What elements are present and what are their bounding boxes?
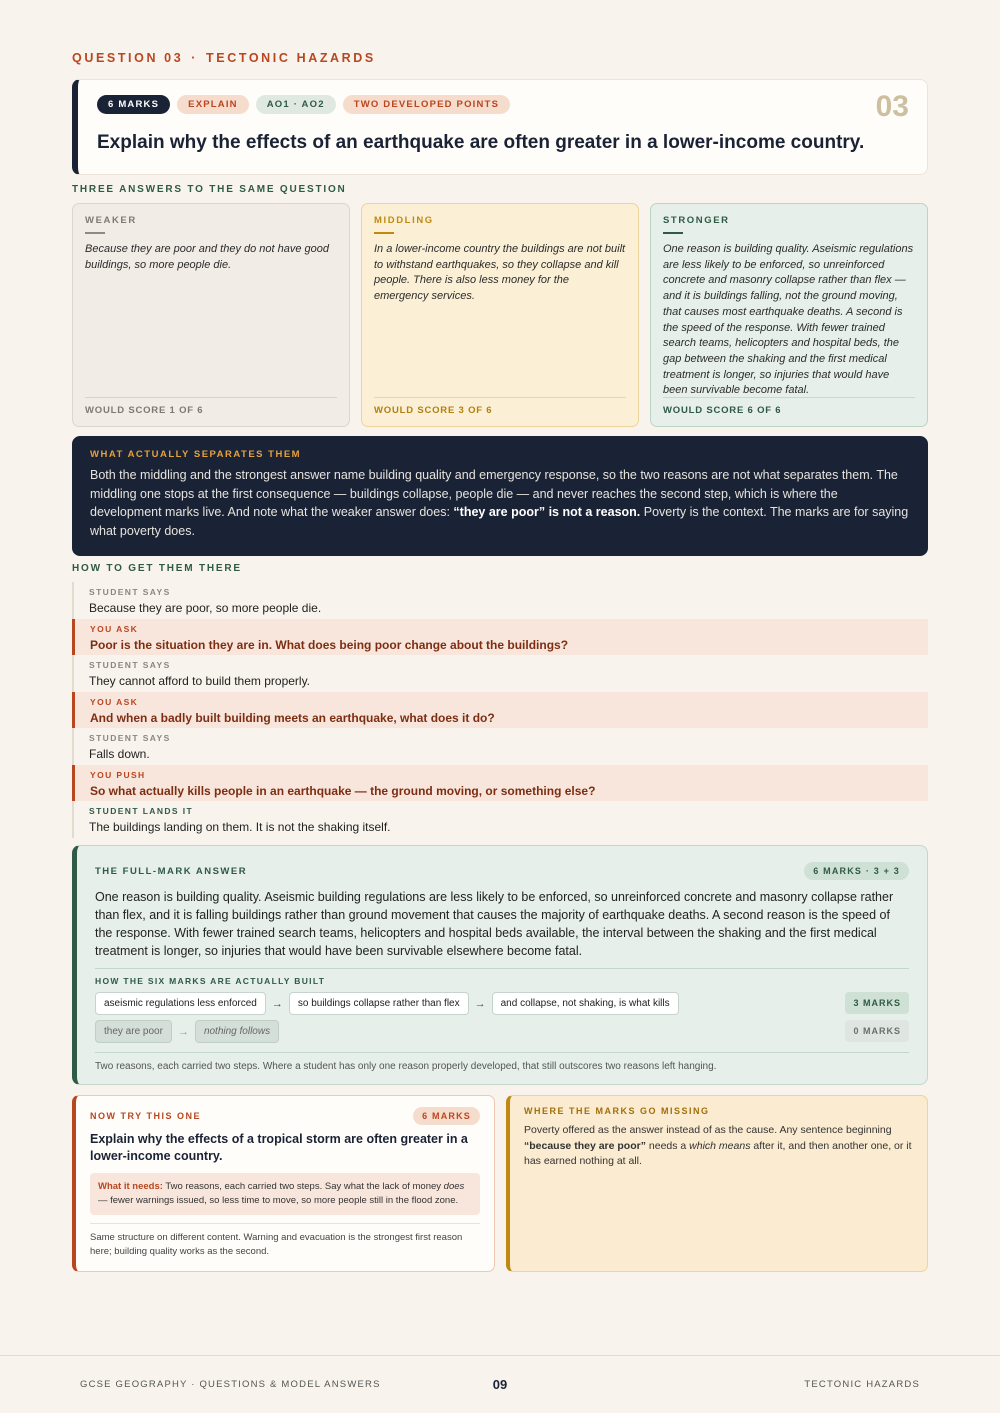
question-label: QUESTION 03 bbox=[72, 51, 184, 65]
dialog-turn-student bbox=[74, 655, 928, 692]
turn-text: Because they are poor, so more people die. bbox=[89, 601, 322, 615]
answer-stronger-score: WOULD SCORE 6 OF 6 bbox=[663, 397, 915, 416]
try-this-card bbox=[72, 1095, 495, 1272]
dialog-turn-teacher bbox=[72, 765, 928, 802]
page-number: 09 bbox=[492, 1377, 508, 1392]
coaching-dialog bbox=[72, 582, 928, 838]
dialog-turn-student bbox=[74, 582, 928, 619]
full-mark-label: THE FULL-MARK ANSWER bbox=[95, 865, 248, 877]
question-tags bbox=[97, 95, 510, 114]
answer-middling-score: WOULD SCORE 3 OF 6 bbox=[374, 397, 626, 416]
question-kicker bbox=[72, 51, 376, 65]
arrow-right-icon: → bbox=[271, 997, 283, 1010]
answer-weaker-score: WOULD SCORE 1 OF 6 bbox=[85, 397, 337, 416]
chain-good bbox=[95, 992, 909, 1015]
turn-text: Falls down. bbox=[89, 747, 150, 761]
dialog-turn-teacher bbox=[72, 692, 928, 729]
turn-speaker: STUDENT SAYS bbox=[89, 587, 171, 597]
arrow-right-icon: → bbox=[474, 997, 486, 1010]
chain-step: and collapse, not shaking, is what kills bbox=[492, 992, 679, 1015]
divider bbox=[95, 968, 909, 969]
kicker-separator: · bbox=[191, 51, 199, 65]
marks-missing-label: WHERE THE MARKS GO MISSING bbox=[524, 1106, 710, 1116]
marks-missing-text: Poverty offered as the answer instead of as the cause. Any sentence beginning “because they are poor” needs a which means after it, and then another one, or it has earned nothing at all. bbox=[524, 1124, 912, 1167]
try-this-question: Explain why the effects of a tropical storm are often greater in a lower-income country. bbox=[90, 1132, 468, 1163]
separates-panel bbox=[72, 436, 928, 556]
try-this-badge: 6 MARKS bbox=[413, 1107, 480, 1125]
chain-good-marks: 3 MARKS bbox=[845, 992, 909, 1014]
question-text: Explain why the effects of an earthquake are often greater in a lower-income country. bbox=[97, 132, 865, 153]
turn-speaker: STUDENT LANDS IT bbox=[89, 806, 194, 816]
marks-built-label: HOW THE SIX MARKS ARE ACTUALLY BUILT bbox=[95, 976, 326, 986]
label-underline bbox=[374, 232, 394, 234]
turn-text: The buildings landing on them. It is not the shaking itself. bbox=[89, 820, 391, 834]
turn-speaker: STUDENT SAYS bbox=[89, 660, 171, 670]
answer-middling-text: In a lower-income country the buildings are not built to withstand earthquakes, so they collapse and kill people. There is also less money for the emergency services. bbox=[374, 243, 626, 303]
answer-stronger bbox=[650, 203, 928, 427]
dialog-turn-student bbox=[74, 728, 928, 765]
separates-label: WHAT ACTUALLY SEPARATES THEM bbox=[90, 449, 302, 460]
turn-speaker: YOU PUSH bbox=[90, 769, 146, 780]
arrow-right-icon: → bbox=[177, 1025, 189, 1038]
footer-publication: GCSE GEOGRAPHY · QUESTIONS & MODEL ANSWERS bbox=[80, 1379, 381, 1390]
tag-command: EXPLAIN bbox=[177, 95, 249, 114]
chain-step: aseismic regulations less enforced bbox=[95, 992, 266, 1015]
turn-text: They cannot afford to build them properly. bbox=[89, 674, 311, 688]
chain-step: nothing follows bbox=[195, 1020, 279, 1043]
tag-objectives: AO1 · AO2 bbox=[256, 95, 336, 114]
full-mark-footnote: Two reasons, each carried two steps. Where a student has only one reason properly developed, that still outscores two reasons left hanging. bbox=[95, 1052, 909, 1072]
answer-comparison bbox=[72, 203, 928, 427]
answer-weaker-text: Because they are poor and they do not have good buildings, so more people die. bbox=[85, 243, 330, 271]
turn-speaker: YOU ASK bbox=[90, 623, 139, 634]
label-underline bbox=[663, 232, 683, 234]
answers-section-label: THREE ANSWERS TO THE SAME QUESTION bbox=[72, 184, 347, 195]
question-number: 03 bbox=[875, 90, 909, 123]
turn-text: Poor is the situation they are in. What does being poor change about the buildings? bbox=[90, 637, 569, 652]
footer-topic: TECTONIC HAZARDS bbox=[804, 1379, 920, 1390]
answer-weaker bbox=[72, 203, 350, 427]
chain-step: so buildings collapse rather than flex bbox=[289, 992, 469, 1015]
page-footer bbox=[0, 1355, 1000, 1413]
answer-middling-label: MIDDLING bbox=[374, 215, 434, 226]
full-mark-badge: 6 MARKS · 3 + 3 bbox=[804, 862, 909, 880]
turn-speaker: STUDENT SAYS bbox=[89, 733, 171, 743]
answer-weaker-label: WEAKER bbox=[85, 215, 137, 226]
topic-label: TECTONIC HAZARDS bbox=[206, 51, 376, 65]
chain-bad-marks: 0 MARKS bbox=[845, 1020, 909, 1042]
answer-stronger-text: One reason is building quality. Aseismic regulations are less likely to be enforced, so unreinforced concrete and masonry collapse rather than flex — and it is buildings falling, not the ground moving, that causes most earthquake deaths. A second is the speed of the response. With fewer trained search teams, helicopters and hospital beds, the gap between the shaking and the first medical treatment is longer, so injuries that would have been survivable become fatal. bbox=[663, 243, 914, 397]
dialog-turn-student-lands bbox=[74, 801, 928, 838]
turn-text: And when a badly built building meets an earthquake, what does it do? bbox=[90, 710, 495, 725]
answer-middling bbox=[361, 203, 639, 427]
dialog-section-label: HOW TO GET THEM THERE bbox=[72, 563, 242, 574]
marks-missing-card bbox=[506, 1095, 928, 1272]
turn-speaker: YOU ASK bbox=[90, 696, 139, 707]
label-underline bbox=[85, 232, 105, 234]
try-this-note: Same structure on different content. Warning and evacuation is the strongest first reason here; building quality works as the second. bbox=[90, 1223, 480, 1259]
chain-step: they are poor bbox=[95, 1020, 172, 1043]
tag-marks: 6 MARKS bbox=[97, 95, 170, 114]
question-card bbox=[72, 79, 928, 175]
separates-emphasis: “they are poor” is not a reason. bbox=[453, 505, 641, 519]
full-mark-text: One reason is building quality. Aseismic building regulations are less likely to be enforced, so unreinforced concrete and masonry collapse rather than flex, and it is falling buildings rather than ground movement that causes the majority of earthquake deaths. A second reason is the speed of the response. With fewer trained search teams, helicopters and hospital beds available, the interval between the shaking and the first medical treatment is longer, so injuries that would have been survivable elsewhere become fatal. bbox=[95, 890, 894, 958]
answer-stronger-label: STRONGER bbox=[663, 215, 730, 226]
turn-text: So what actually kills people in an earthquake — the ground moving, or something else? bbox=[90, 783, 596, 798]
try-this-label: NOW TRY THIS ONE bbox=[90, 1111, 202, 1121]
tag-requirement: TWO DEVELOPED POINTS bbox=[343, 95, 510, 114]
full-mark-answer bbox=[72, 845, 928, 1085]
chain-bad bbox=[95, 1020, 909, 1043]
try-this-needs: What it needs: Two reasons, each carried two steps. Say what the lack of money does — fewer warnings issued, so less time to move, so more people still in the flood zone. bbox=[90, 1173, 480, 1215]
dialog-turn-teacher bbox=[72, 619, 928, 656]
separates-text: Both the middling and the strongest answer name building quality and emergency response, so the two reasons are not what separates them. The middling one stops at the first consequence — buildings collapse, people die — and never reaches the second step, which is where the development marks live. And note what the weaker answer does: “they are poor” is not a reason. Poverty is the context. The marks are for saying what poverty does. bbox=[90, 468, 909, 538]
